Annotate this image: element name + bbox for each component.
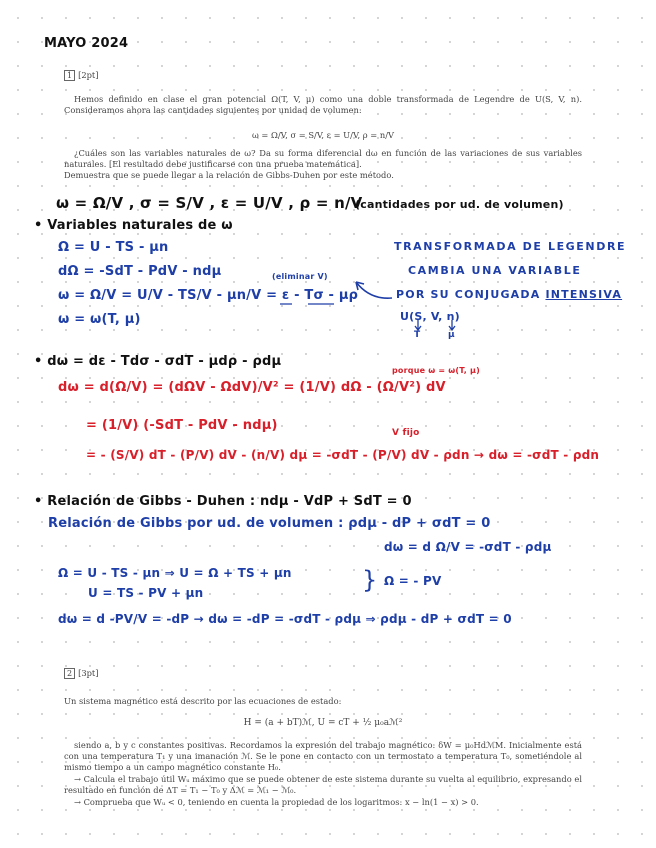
problem1-definitions: ω = Ω/V, σ = S/V, ε = U/V, ρ = n/V	[251, 130, 395, 140]
note-dOmega: dΩ = -SdT - PdV - ndμ	[58, 264, 222, 279]
problem2-intro: Un sistema magnético está descrito por las ecuaciones de estado:	[64, 696, 342, 706]
arrow-down-t-icon	[415, 320, 421, 330]
note-omega-pv: Ω = - PV	[384, 574, 442, 588]
problem1-paragraph: Hemos definido en clase el gran potencial Ω(T, V, μ) como una doble transformada de Legendre de U(S, V, n). Consideramos ahora las cantidades siguientes por unidad de volumen:	[64, 94, 582, 115]
problem1-number: 1	[64, 70, 75, 81]
note-grand-potential: Ω = U - TS - μn	[58, 240, 169, 255]
note-final-derivation: dω = d -PV/V = -dP → dω = -dP = -σdT - ρdμ ⇒ ρdμ - dP + σdT = 0	[58, 612, 512, 626]
note-internal-energy-euler: U = TS - PV + μn	[88, 586, 204, 600]
arrow-legendre-icon	[356, 282, 392, 298]
note-dw-quotient: dω = d(Ω/V) = (dΩV - ΩdV)/V² = (1/V) dΩ - (Ω/V²) dV	[58, 380, 446, 395]
problem2-number: 2	[64, 668, 75, 679]
date-heading: MAYO 2024	[44, 36, 129, 51]
note-internal-energy: Ω = U - TS - μn ⇒ U = Ω + TS + μn	[58, 566, 292, 580]
problem2-paragraph: siendo a, b y c constantes positivas. Recordamos la expresión del trabajo magnético: δW = μ₀HdℳM. Inicialmente está con una temperatura T₁ y una imanación ℳ. Se le pone en contacto con un termostato a temperatura T₀, sometiéndole al mismo tiempo a un campo magnético constante H₀.	[64, 740, 582, 772]
note-v-fijo: V fijo	[392, 428, 420, 438]
problem2-header	[64, 668, 99, 679]
note-definitions-remark: (cantidades por ud. de volumen)	[355, 198, 564, 211]
bullet-natural-variables: • Variables naturales de ω	[34, 218, 233, 233]
problem1-points: [2pt]	[78, 70, 99, 80]
note-arrow-mu-label: μ	[448, 330, 455, 340]
note-arrow-t-label: T	[414, 330, 421, 340]
note-dw-result: = - (S/V) dT - (P/V) dV - (n/V) dμ = -σdT - (P/V) dV - ρdn → dω = -σdT - ρdn	[86, 448, 600, 462]
note-legendre-conjugate: POR SU CONJUGADA	[396, 288, 541, 301]
note-eliminar: (eliminar V)	[272, 272, 328, 281]
problem1-demonstrate: Demuestra que se puede llegar a la relación de Gibbs-Duhen por este método.	[64, 170, 394, 180]
problem1-question: ¿Cuáles son las variables naturales de ω? Da su forma diferencial dω en función de las variaciones de sus variables naturales. [El resultado debe justificarse con una prueba matemática].	[64, 148, 582, 169]
note-legendre-line1: TRANSFORMADA DE LEGENDRE	[394, 240, 627, 253]
brace-icon: }	[362, 566, 378, 594]
note-omega-variables: ω = ω(T, μ)	[58, 312, 141, 327]
problem2-question1: → Calcula el trabajo útil Wᵤ máximo que se puede obtener de este sistema durante su vuelta al equilibrio, expresando el resultado en función de ΔT = T₁ − T₀ y Δℳ = ℳ₁ − ℳ₀.	[64, 774, 582, 795]
note-dw-short: dω = d Ω/V = -σdT - ρdμ	[384, 540, 552, 554]
note-porque: porque ω = ω(T, μ)	[392, 366, 480, 375]
bullet-dw-expansion: • dω = dε - Tdσ - σdT - μdρ - ρdμ	[34, 354, 282, 369]
note-dw-substitution: = (1/V) (-SdT - PdV - ndμ)	[86, 418, 278, 433]
note-gibbs-per-volume: Relación de Gibbs por ud. de volumen : ρdμ - dP + σdT = 0	[48, 516, 491, 531]
problem2-equations: H = (a + bT)ℳ, U = cT + ½ μ₀aℳ²	[243, 718, 403, 728]
note-definitions: ω = Ω/V , σ = S/V , ε = U/V , ρ = n/V	[56, 194, 363, 212]
problem2-question2: → Comprueba que Wᵤ < 0, teniendo en cuenta la propiedad de los logaritmos: x − ln(1 − x) > 0.	[74, 797, 479, 807]
arrow-down-mu-icon	[449, 320, 455, 330]
note-omega-division: ω = Ω/V = U/V - TS/V - μn/V = ε - Tσ - μρ	[58, 288, 359, 303]
note-usvn: U(S, V, n)	[400, 310, 460, 323]
problem2-points: [3pt]	[78, 668, 99, 678]
bullet-gibbs-duhem: • Relación de Gibbs - Duhen : ndμ - VdP + SdT = 0	[34, 494, 412, 509]
note-legendre-line2: CAMBIA UNA VARIABLE	[408, 264, 582, 277]
note-legendre-intensive: INTENSIVA	[545, 288, 623, 301]
